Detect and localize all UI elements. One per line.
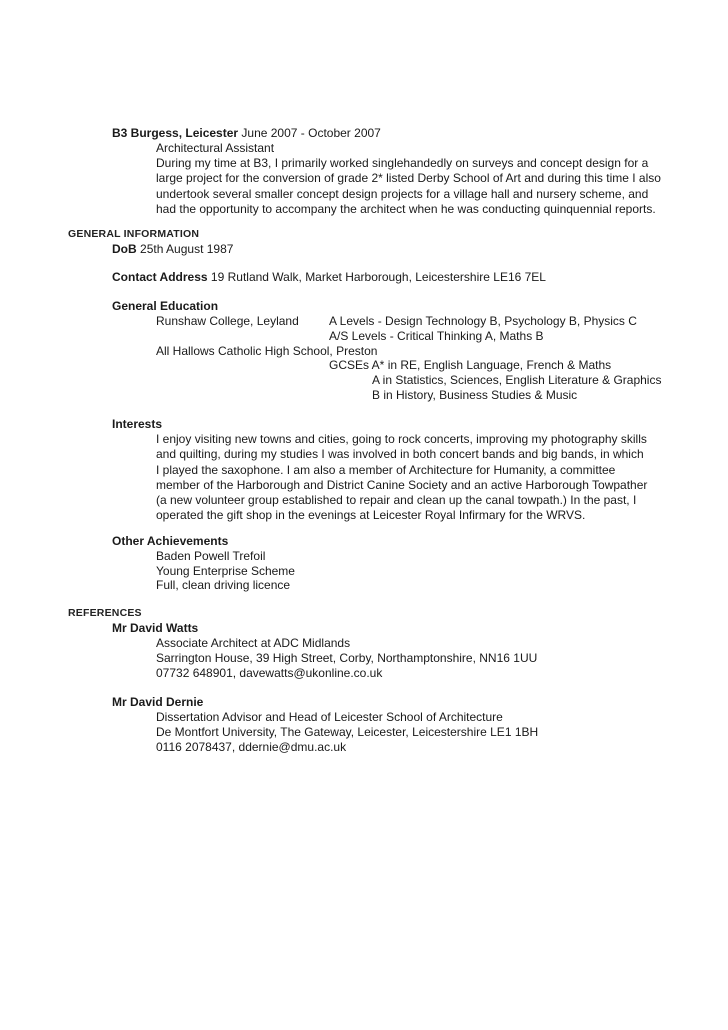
dob-label: DoB — [112, 242, 137, 256]
gcse-result: A in Statistics, Sciences, English Literature & Graphics — [372, 373, 662, 387]
referee-name: Mr David Dernie — [112, 695, 204, 709]
referee-name: Mr David Watts — [112, 621, 199, 635]
referee-detail: De Montfort University, The Gateway, Leicester, Leicestershire LE1 1BH — [156, 725, 539, 739]
contact-address-label: Contact Address — [112, 270, 208, 284]
interests-line: operated the gift shop in the evenings at Leicester Royal Infirmary for the WRVS. — [156, 508, 586, 523]
job-description-line: large project for the conversion of grade 2* listed Derby School of Art and during this time I also — [156, 171, 661, 186]
referee-detail: Sarrington House, 39 High Street, Corby, Northamptonshire, NN16 1UU — [156, 651, 538, 665]
section-heading-general-information: GENERAL INFORMATION — [68, 228, 200, 240]
contact-address-value: 19 Rutland Walk, Market Harborough, Leicestershire LE16 7EL — [210, 270, 546, 284]
achievement-item: Young Enterprise Scheme — [156, 564, 295, 578]
interests-line: I enjoy visiting new towns and cities, going to rock concerts, improving my photography skills — [156, 432, 647, 446]
gcse-result: GCSEs A* in RE, English Language, French & Maths — [329, 358, 612, 372]
job-description — [156, 156, 666, 217]
dob-line — [112, 242, 233, 257]
achievement-item: Baden Powell Trefoil — [156, 549, 266, 563]
referee-detail: Dissertation Advisor and Head of Leicester School of Architecture — [156, 710, 503, 724]
interests-line: (a new volunteer group established to repair and clean up the canal towpath.) In the past, I — [156, 493, 637, 508]
achievement-item: Full, clean driving licence — [156, 578, 291, 592]
referee-detail: Associate Architect at ADC Midlands — [156, 636, 351, 650]
referee-detail: 07732 648901, davewatts@ukonline.co.uk — [156, 666, 383, 680]
gcse-result: B in History, Business Studies & Music — [372, 388, 578, 402]
job-description-line: During my time at B3, I primarily worked singlehandedly on surveys and concept design for a — [156, 156, 649, 170]
college-name: Runshaw College, Leyland — [156, 314, 299, 328]
general-education-heading: General Education — [112, 299, 219, 313]
job-description-line: undertook several smaller concept design projects for a village hall and nursery scheme, and — [156, 186, 649, 201]
interests-text — [156, 432, 666, 524]
interests-line: member of the Harborough and District Canine Society and an active Harborough Towpather — [156, 477, 648, 492]
job-role: Architectural Assistant — [156, 141, 275, 155]
section-heading-references: REFERENCES — [68, 607, 142, 619]
employment-dates: June 2007 - October 2007 — [241, 126, 381, 140]
college-result: A Levels - Design Technology B, Psychology B, Physics C — [329, 314, 637, 328]
job-description-line: had the opportunity to accompany the architect when he was conducting quinquennial reports. — [156, 201, 656, 216]
interests-heading: Interests — [112, 417, 163, 431]
school-name: All Hallows Catholic High School, Preston — [156, 344, 378, 358]
college-result: A/S Levels - Critical Thinking A, Maths B — [329, 329, 544, 343]
dob-value: 25th August 1987 — [140, 242, 234, 256]
achievements-heading: Other Achievements — [112, 534, 229, 548]
contact-address-line — [112, 270, 546, 285]
employer-name: B3 Burgess, Leicester — [112, 126, 239, 140]
interests-line: and quilting, during my studies I was involved in both concert bands and big bands, in which — [156, 447, 644, 462]
referee-detail: 0116 2078437, ddernie@dmu.ac.uk — [156, 740, 347, 754]
interests-line: I played the saxophone. I am also a member of Architecture for Humanity, a committee — [156, 462, 616, 477]
experience-heading — [112, 126, 381, 141]
